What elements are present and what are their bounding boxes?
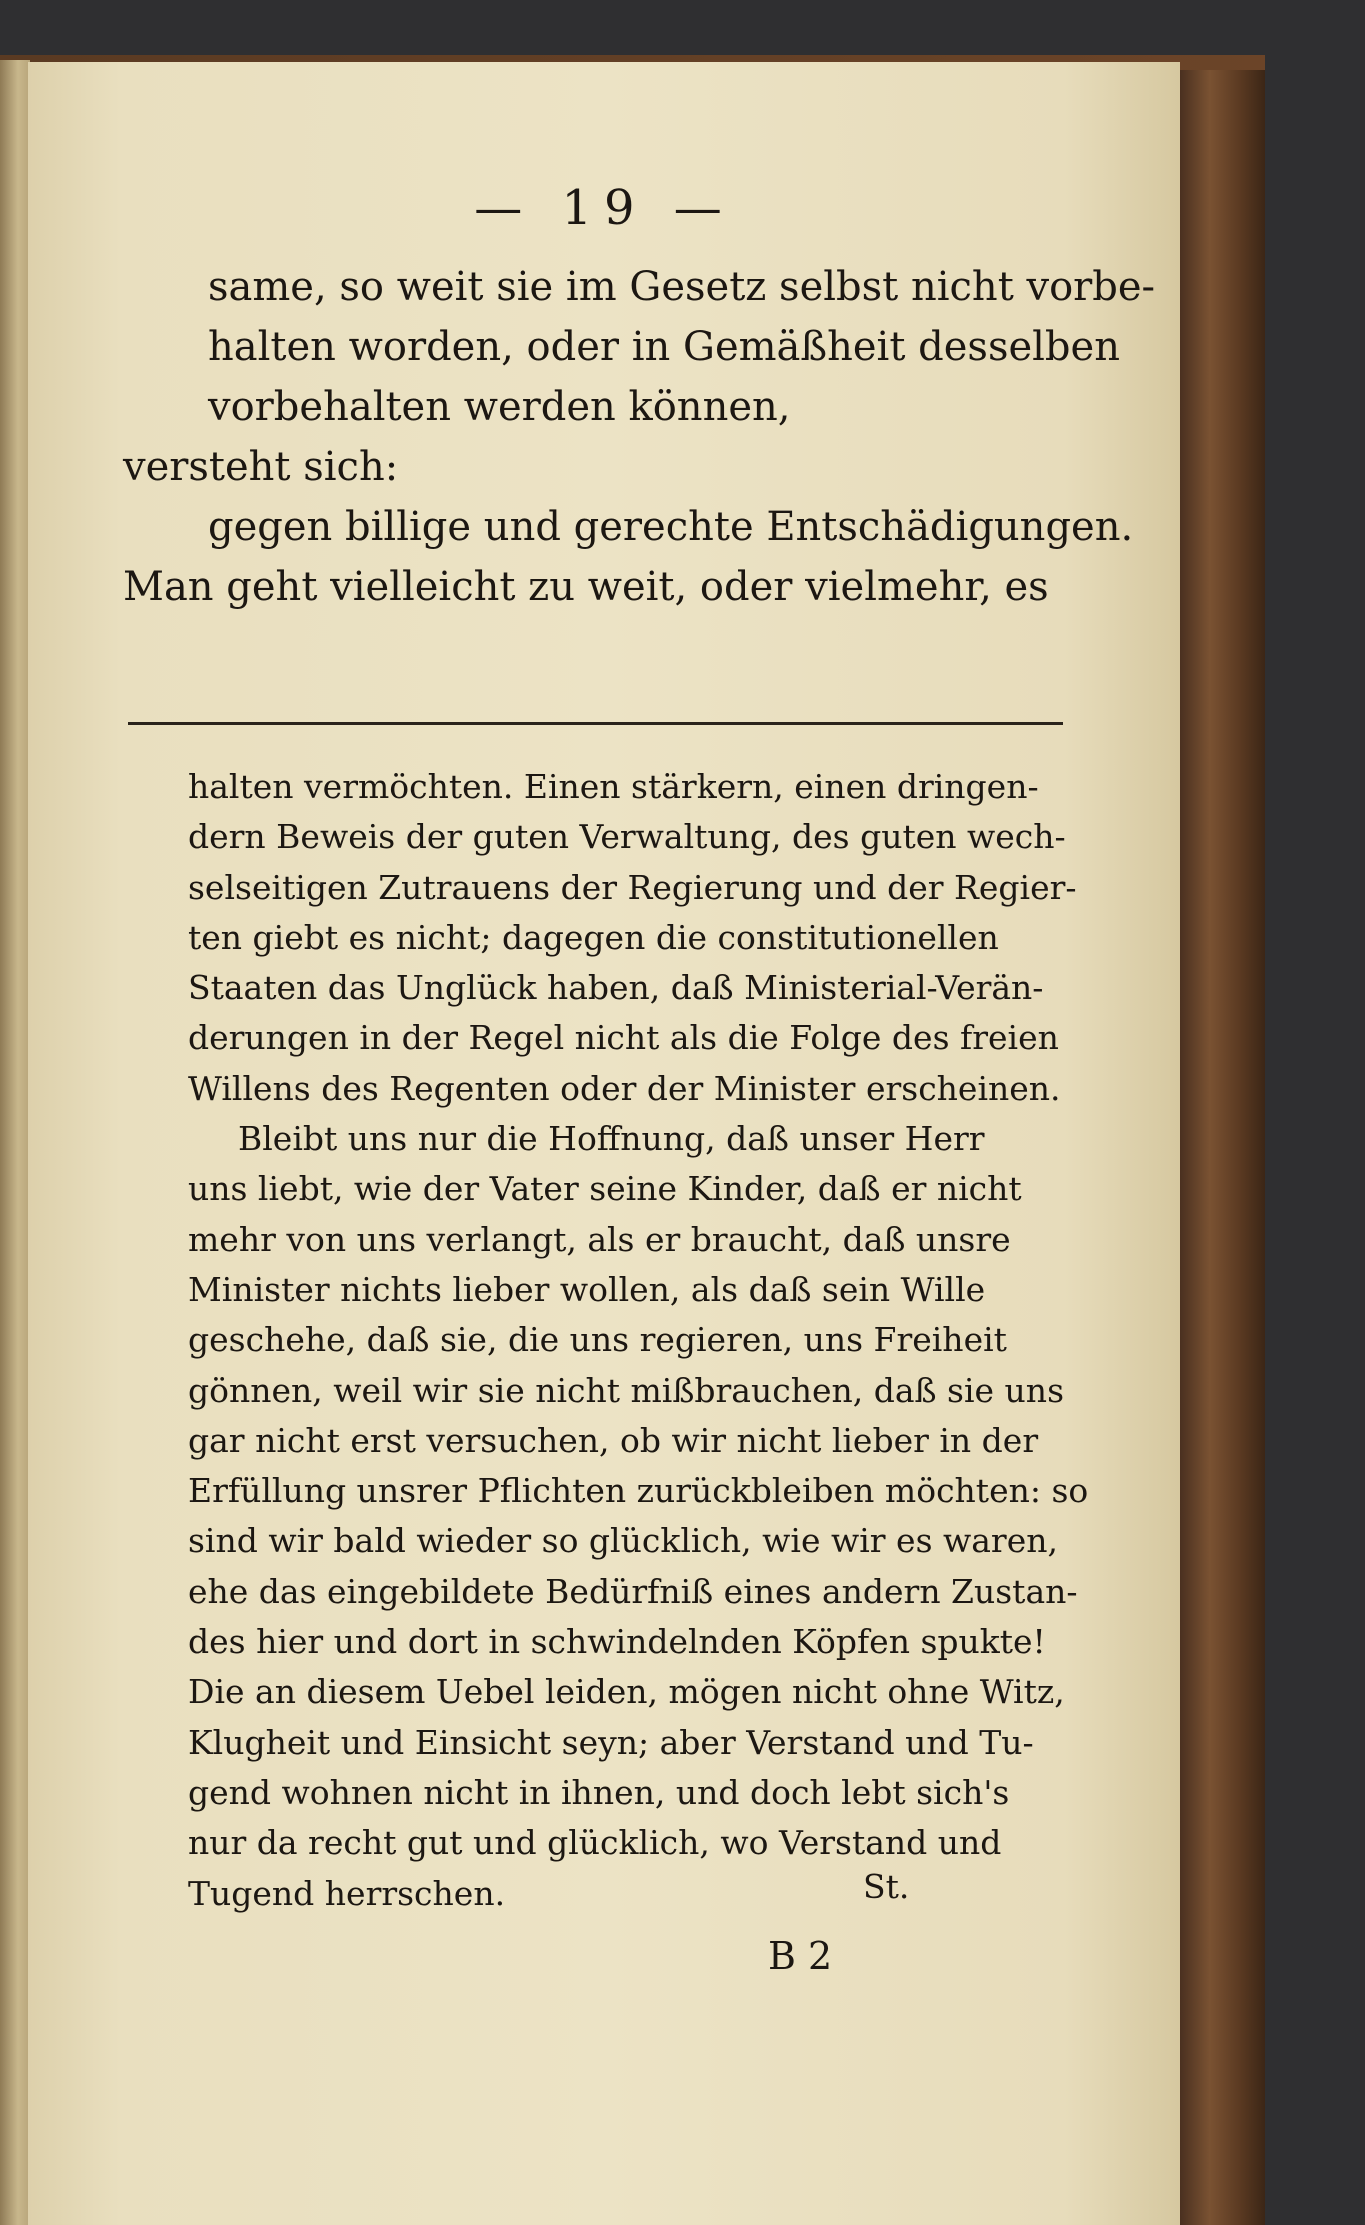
- gutter-fold: [0, 60, 30, 2225]
- text-line: Man geht vielleicht zu weit, oder vielmehr, es: [123, 564, 1049, 610]
- text-line: gegen billige und gerechte Entschädigungen.: [208, 504, 1134, 550]
- signature-mark: B 2: [768, 1934, 833, 1978]
- text-line: same, so weit sie im Gesetz selbst nicht vorbe-: [208, 264, 1156, 310]
- text-line: Die an diesem Uebel leiden, mögen nicht ohne Witz,: [188, 1672, 1065, 1712]
- text-line: halten worden, oder in Gemäßheit desselben: [208, 324, 1120, 370]
- text-line: Klugheit und Einsicht seyn; aber Verstand und Tu-: [188, 1722, 1034, 1762]
- separator-rule: [128, 722, 1063, 725]
- text-line: Bleibt uns nur die Hoffnung, daß unser Herr: [238, 1119, 985, 1159]
- text-line: sind wir bald wieder so glücklich, wie wir es waren,: [188, 1521, 1058, 1561]
- text-line: Willens des Regenten oder der Minister erscheinen.: [188, 1068, 1061, 1108]
- header-dash-left: —: [474, 180, 535, 236]
- page-number: 19: [561, 180, 647, 236]
- lower-text-block: [188, 762, 1088, 1919]
- header-dash-right: —: [673, 180, 734, 236]
- text-line: Erfüllung unsrer Pflichten zurückbleiben möchten: so: [188, 1471, 1089, 1511]
- text-line: gend wohnen nicht in ihnen, und doch lebt sich's: [188, 1772, 1010, 1812]
- text-line: mehr von uns verlangt, als er braucht, daß unsre: [188, 1219, 1011, 1259]
- text-line: vorbehalten werden können,: [208, 384, 791, 430]
- text-line: versteht sich:: [123, 444, 399, 490]
- text-line: Tugend herrschen.: [188, 1873, 506, 1913]
- text-line: gar nicht erst versuchen, ob wir nicht lieber in der: [188, 1420, 1039, 1460]
- text-line: geschehe, daß sie, die uns regieren, uns Freiheit: [188, 1320, 1007, 1360]
- text-line: nur da recht gut und glücklich, wo Verstand und: [188, 1823, 1002, 1863]
- page-edges: [1180, 70, 1265, 2225]
- text-line: ehe das eingebildete Bedürfniß eines andern Zustan-: [188, 1571, 1078, 1611]
- text-line: ten giebt es nicht; dagegen die constitutionellen: [188, 917, 999, 957]
- author-signature: St.: [863, 1867, 910, 1906]
- text-line: selseitigen Zutrauens der Regierung und der Regier-: [188, 867, 1077, 907]
- text-line: Minister nichts lieber wollen, als daß sein Wille: [188, 1269, 986, 1309]
- book-page: [28, 62, 1180, 2225]
- text-line: derungen in der Regel nicht als die Folge des freien: [188, 1018, 1059, 1058]
- text-line: gönnen, weil wir sie nicht mißbrauchen, daß sie uns: [188, 1370, 1064, 1410]
- text-line: uns liebt, wie der Vater seine Kinder, daß er nicht: [188, 1169, 1022, 1209]
- text-line: halten vermöchten. Einen stärkern, einen dringen-: [188, 767, 1039, 806]
- text-line: dern Beweis der guten Verwaltung, des guten wech-: [188, 817, 1066, 857]
- text-line: des hier und dort in schwindelnden Köpfen spukte!: [188, 1622, 1046, 1662]
- page-header: [28, 180, 1180, 236]
- upper-text-block: [123, 257, 1156, 617]
- text-line: Staaten das Unglück haben, daß Ministerial-Verän-: [188, 968, 1044, 1008]
